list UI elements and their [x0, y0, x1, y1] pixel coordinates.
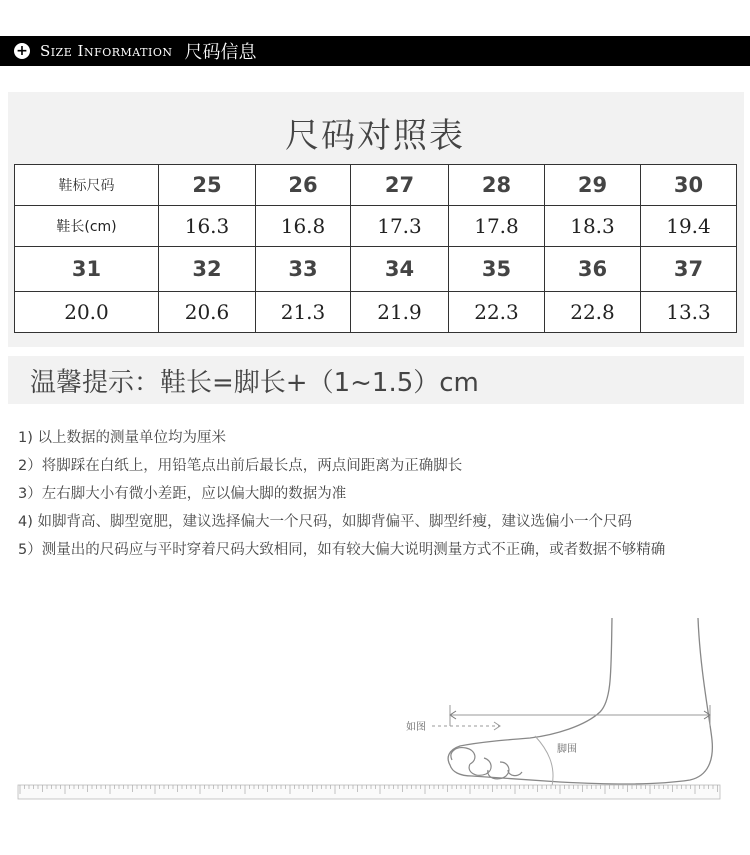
table-row [15, 206, 737, 247]
table-cell: 32 [159, 247, 256, 292]
table-cell: 36 [545, 247, 641, 292]
table-cell: 18.3 [545, 206, 641, 247]
list-item: 4) 如脚背高、脚型宽肥，建议选择偏大一个尺码，如脚背偏平、脚型纤瘦，建议选偏小一个尺码 [18, 514, 632, 530]
table-cell: 20.0 [15, 292, 159, 333]
table-cell: 29 [545, 165, 641, 206]
size-table [14, 164, 737, 333]
table-cell: 17.3 [351, 206, 449, 247]
list-item: 3）左右脚大小有微小差距，应以偏大脚的数据为准 [18, 486, 347, 502]
table-row [15, 165, 737, 206]
notes-list [18, 424, 708, 564]
table-cell: 33 [256, 247, 351, 292]
table-cell: 21.3 [256, 292, 351, 333]
table-cell: 31 [15, 247, 159, 292]
table-cell: 13.3 [641, 292, 737, 333]
figure-label-left: 如图 [406, 722, 426, 733]
table-cell: 20.6 [159, 292, 256, 333]
table-cell: 19.4 [641, 206, 737, 247]
table-cell: 35 [449, 247, 545, 292]
table-cell: 34 [351, 247, 449, 292]
table-cell: 16.8 [256, 206, 351, 247]
list-item: 2）将脚踩在白纸上，用铅笔点出前后最长点，两点间距离为正确脚长 [18, 458, 463, 474]
toe-icon [451, 748, 475, 764]
toe-icon [508, 770, 522, 776]
table-row [15, 292, 737, 333]
table-cell: 22.3 [449, 292, 545, 333]
table-cell: 鞋标尺码 [15, 165, 159, 206]
table-cell: 16.3 [159, 206, 256, 247]
table-cell: 21.9 [351, 292, 449, 333]
list-item: 1) 以上数据的测量单位均为厘米 [18, 430, 226, 446]
girth-line [535, 736, 553, 786]
foot-measure-illustration [0, 610, 750, 810]
table-cell: 25 [159, 165, 256, 206]
table-cell: 26 [256, 165, 351, 206]
table-cell: 鞋长(cm) [15, 206, 159, 247]
table-cell: 37 [641, 247, 737, 292]
table-row [15, 247, 737, 292]
plus-circle-icon: + [14, 43, 30, 59]
tip-text: 温馨提示：鞋长=脚长+（1~1.5）cm [30, 368, 479, 398]
section-header-bar [0, 36, 750, 66]
table-cell: 28 [449, 165, 545, 206]
figure-label-foot: 脚围 [557, 744, 577, 755]
section-title-en: Size Information [40, 42, 173, 60]
section-title-cn: 尺码信息 [184, 42, 257, 63]
size-chart-title: 尺码对照表 [285, 116, 465, 156]
table-cell: 22.8 [545, 292, 641, 333]
table-cell: 27 [351, 165, 449, 206]
table-cell: 30 [641, 165, 737, 206]
list-item: 5）测量出的尺码应与平时穿着尺码大致相同，如有较大偏大说明测量方式不正确，或者数据不够精确 [18, 542, 666, 558]
table-cell: 17.8 [449, 206, 545, 247]
